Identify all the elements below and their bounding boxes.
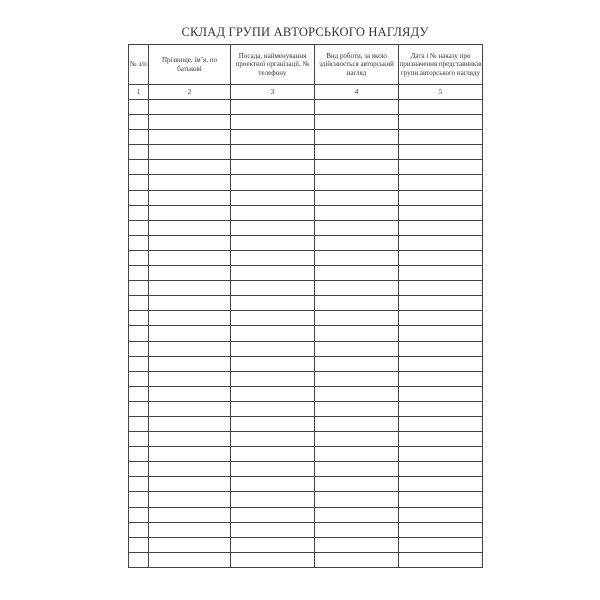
table-cell: [129, 160, 149, 175]
column-number: 4: [315, 85, 399, 100]
table-cell: [129, 130, 149, 145]
table-row: [129, 160, 483, 175]
table-cell: [231, 145, 315, 160]
table-cell: [315, 416, 399, 431]
table-cell: [399, 145, 483, 160]
table-cell: [399, 235, 483, 250]
table-cell: [149, 145, 231, 160]
table-cell: [315, 160, 399, 175]
table-cell: [315, 205, 399, 220]
table-row: [129, 220, 483, 235]
table-cell: [149, 115, 231, 130]
column-header-full-name: Прізвище, ім’я, по батькові: [149, 45, 231, 85]
table-cell: [129, 386, 149, 401]
table-cell: [129, 401, 149, 416]
table-cell: [149, 492, 231, 507]
table-row: [129, 462, 483, 477]
page-title: СКЛАД ГРУПИ АВТОРСЬКОГО НАГЛЯДУ: [181, 25, 429, 39]
table-row: [129, 145, 483, 160]
table-cell: [315, 175, 399, 190]
table-cell: [315, 371, 399, 386]
table-cell: [399, 175, 483, 190]
table-cell: [149, 235, 231, 250]
table-row: [129, 477, 483, 492]
table-cell: [315, 296, 399, 311]
table-row: [129, 401, 483, 416]
table-cell: [399, 416, 483, 431]
table-row: [129, 266, 483, 281]
table-cell: [399, 266, 483, 281]
table-cell: [129, 250, 149, 265]
table-cell: [315, 386, 399, 401]
table-row: [129, 190, 483, 205]
table-cell: [149, 326, 231, 341]
table-cell: [315, 190, 399, 205]
table-cell: [129, 266, 149, 281]
table-cell: [149, 401, 231, 416]
table-cell: [129, 356, 149, 371]
column-number: 5: [399, 85, 483, 100]
table-row: [129, 552, 483, 567]
table-cell: [399, 552, 483, 567]
table-row: [129, 507, 483, 522]
table-cell: [129, 205, 149, 220]
table-cell: [129, 432, 149, 447]
table-cell: [231, 100, 315, 115]
table-row: [129, 115, 483, 130]
table-cell: [129, 235, 149, 250]
table-cell: [129, 507, 149, 522]
column-header-number: № з/п: [129, 45, 149, 85]
table-cell: [231, 401, 315, 416]
table-cell: [315, 250, 399, 265]
table-cell: [231, 326, 315, 341]
table-cell: [399, 250, 483, 265]
column-header-order: Дата і № наказу про призначення представників групи авторського нагляду: [399, 45, 483, 85]
table-cell: [399, 341, 483, 356]
table-cell: [231, 447, 315, 462]
table-row: [129, 130, 483, 145]
table-cell: [149, 160, 231, 175]
table-cell: [149, 371, 231, 386]
column-header-position: Посада, найменування проектної організації, № телефону: [231, 45, 315, 85]
table-cell: [231, 130, 315, 145]
column-number-row: [129, 85, 483, 100]
table-cell: [315, 462, 399, 477]
table-cell: [129, 220, 149, 235]
author-supervision-table: [128, 44, 483, 568]
table-cell: [231, 235, 315, 250]
table-cell: [231, 205, 315, 220]
table-cell: [315, 220, 399, 235]
table-cell: [399, 100, 483, 115]
table-row: [129, 205, 483, 220]
table-cell: [399, 220, 483, 235]
table-cell: [129, 492, 149, 507]
table-row: [129, 416, 483, 431]
table-cell: [231, 160, 315, 175]
table-cell: [399, 371, 483, 386]
table-cell: [399, 522, 483, 537]
table-cell: [399, 190, 483, 205]
table-cell: [399, 432, 483, 447]
table-cell: [231, 477, 315, 492]
table-row: [129, 522, 483, 537]
table-row: [129, 311, 483, 326]
table-cell: [149, 447, 231, 462]
table-cell: [149, 477, 231, 492]
table-cell: [399, 205, 483, 220]
table-cell: [129, 462, 149, 477]
table-cell: [231, 537, 315, 552]
table-cell: [129, 371, 149, 386]
table-cell: [129, 326, 149, 341]
table-cell: [149, 311, 231, 326]
table-cell: [129, 341, 149, 356]
header-row: [129, 45, 483, 85]
table-cell: [149, 507, 231, 522]
table-cell: [231, 507, 315, 522]
table-cell: [231, 462, 315, 477]
table-cell: [399, 296, 483, 311]
table-cell: [315, 552, 399, 567]
table-cell: [231, 220, 315, 235]
table-cell: [231, 416, 315, 431]
table-cell: [231, 250, 315, 265]
table-cell: [315, 281, 399, 296]
table-cell: [149, 432, 231, 447]
table-cell: [315, 401, 399, 416]
table-cell: [399, 507, 483, 522]
table-cell: [149, 220, 231, 235]
table-cell: [399, 386, 483, 401]
table-cell: [399, 311, 483, 326]
table-cell: [149, 416, 231, 431]
table-cell: [231, 432, 315, 447]
table-cell: [129, 416, 149, 431]
table-cell: [129, 281, 149, 296]
table-cell: [129, 552, 149, 567]
column-number: 3: [231, 85, 315, 100]
table-cell: [149, 522, 231, 537]
table-cell: [149, 100, 231, 115]
table-cell: [231, 371, 315, 386]
table-cell: [399, 447, 483, 462]
table-cell: [399, 492, 483, 507]
table-cell: [399, 115, 483, 130]
table-cell: [149, 175, 231, 190]
table-cell: [149, 190, 231, 205]
table-cell: [129, 115, 149, 130]
table-cell: [149, 341, 231, 356]
table-cell: [231, 356, 315, 371]
table-cell: [231, 175, 315, 190]
table-cell: [231, 311, 315, 326]
table-cell: [399, 537, 483, 552]
table-cell: [399, 462, 483, 477]
table-cell: [129, 522, 149, 537]
table-cell: [129, 145, 149, 160]
table-row: [129, 296, 483, 311]
table-cell: [315, 326, 399, 341]
table-cell: [315, 477, 399, 492]
table-cell: [231, 296, 315, 311]
table-cell: [129, 477, 149, 492]
table-cell: [231, 386, 315, 401]
table-cell: [149, 281, 231, 296]
table-cell: [315, 311, 399, 326]
table-cell: [399, 326, 483, 341]
column-header-work-type: Вид роботи, за якою здійснюється авторський нагляд: [315, 45, 399, 85]
table-cell: [231, 492, 315, 507]
table-body: [129, 100, 483, 568]
table-cell: [129, 311, 149, 326]
table-cell: [149, 266, 231, 281]
table-cell: [129, 447, 149, 462]
table-cell: [129, 296, 149, 311]
table-cell: [315, 522, 399, 537]
table-row: [129, 492, 483, 507]
table-row: [129, 326, 483, 341]
table-row: [129, 447, 483, 462]
table-cell: [149, 130, 231, 145]
table-cell: [149, 386, 231, 401]
table-cell: [399, 401, 483, 416]
table-cell: [315, 507, 399, 522]
table-row: [129, 175, 483, 190]
table-cell: [149, 356, 231, 371]
table-row: [129, 235, 483, 250]
table-cell: [315, 432, 399, 447]
table-cell: [231, 341, 315, 356]
table-cell: [315, 235, 399, 250]
table-cell: [399, 130, 483, 145]
table-cell: [231, 115, 315, 130]
table-cell: [149, 537, 231, 552]
table-cell: [129, 175, 149, 190]
table-row: [129, 371, 483, 386]
table-cell: [399, 477, 483, 492]
table-cell: [399, 160, 483, 175]
table-row: [129, 432, 483, 447]
table-cell: [129, 190, 149, 205]
table-cell: [315, 447, 399, 462]
table-cell: [231, 522, 315, 537]
table-cell: [149, 296, 231, 311]
table-cell: [399, 281, 483, 296]
table-row: [129, 250, 483, 265]
table-row: [129, 386, 483, 401]
table-cell: [399, 356, 483, 371]
table-cell: [315, 100, 399, 115]
table-cell: [315, 130, 399, 145]
table-row: [129, 341, 483, 356]
table-row: [129, 281, 483, 296]
table-row: [129, 356, 483, 371]
table-cell: [231, 266, 315, 281]
table-cell: [149, 552, 231, 567]
table-cell: [315, 115, 399, 130]
table-cell: [149, 250, 231, 265]
table-cell: [315, 145, 399, 160]
table-row: [129, 100, 483, 115]
column-number: 2: [149, 85, 231, 100]
table-cell: [149, 462, 231, 477]
table-cell: [129, 100, 149, 115]
table-cell: [315, 492, 399, 507]
table-cell: [231, 552, 315, 567]
table-cell: [315, 537, 399, 552]
table-cell: [149, 205, 231, 220]
table-row: [129, 537, 483, 552]
table-cell: [315, 266, 399, 281]
table-cell: [315, 356, 399, 371]
table-cell: [129, 537, 149, 552]
table-cell: [231, 190, 315, 205]
table-cell: [231, 281, 315, 296]
table-cell: [315, 341, 399, 356]
column-number: 1: [129, 85, 149, 100]
